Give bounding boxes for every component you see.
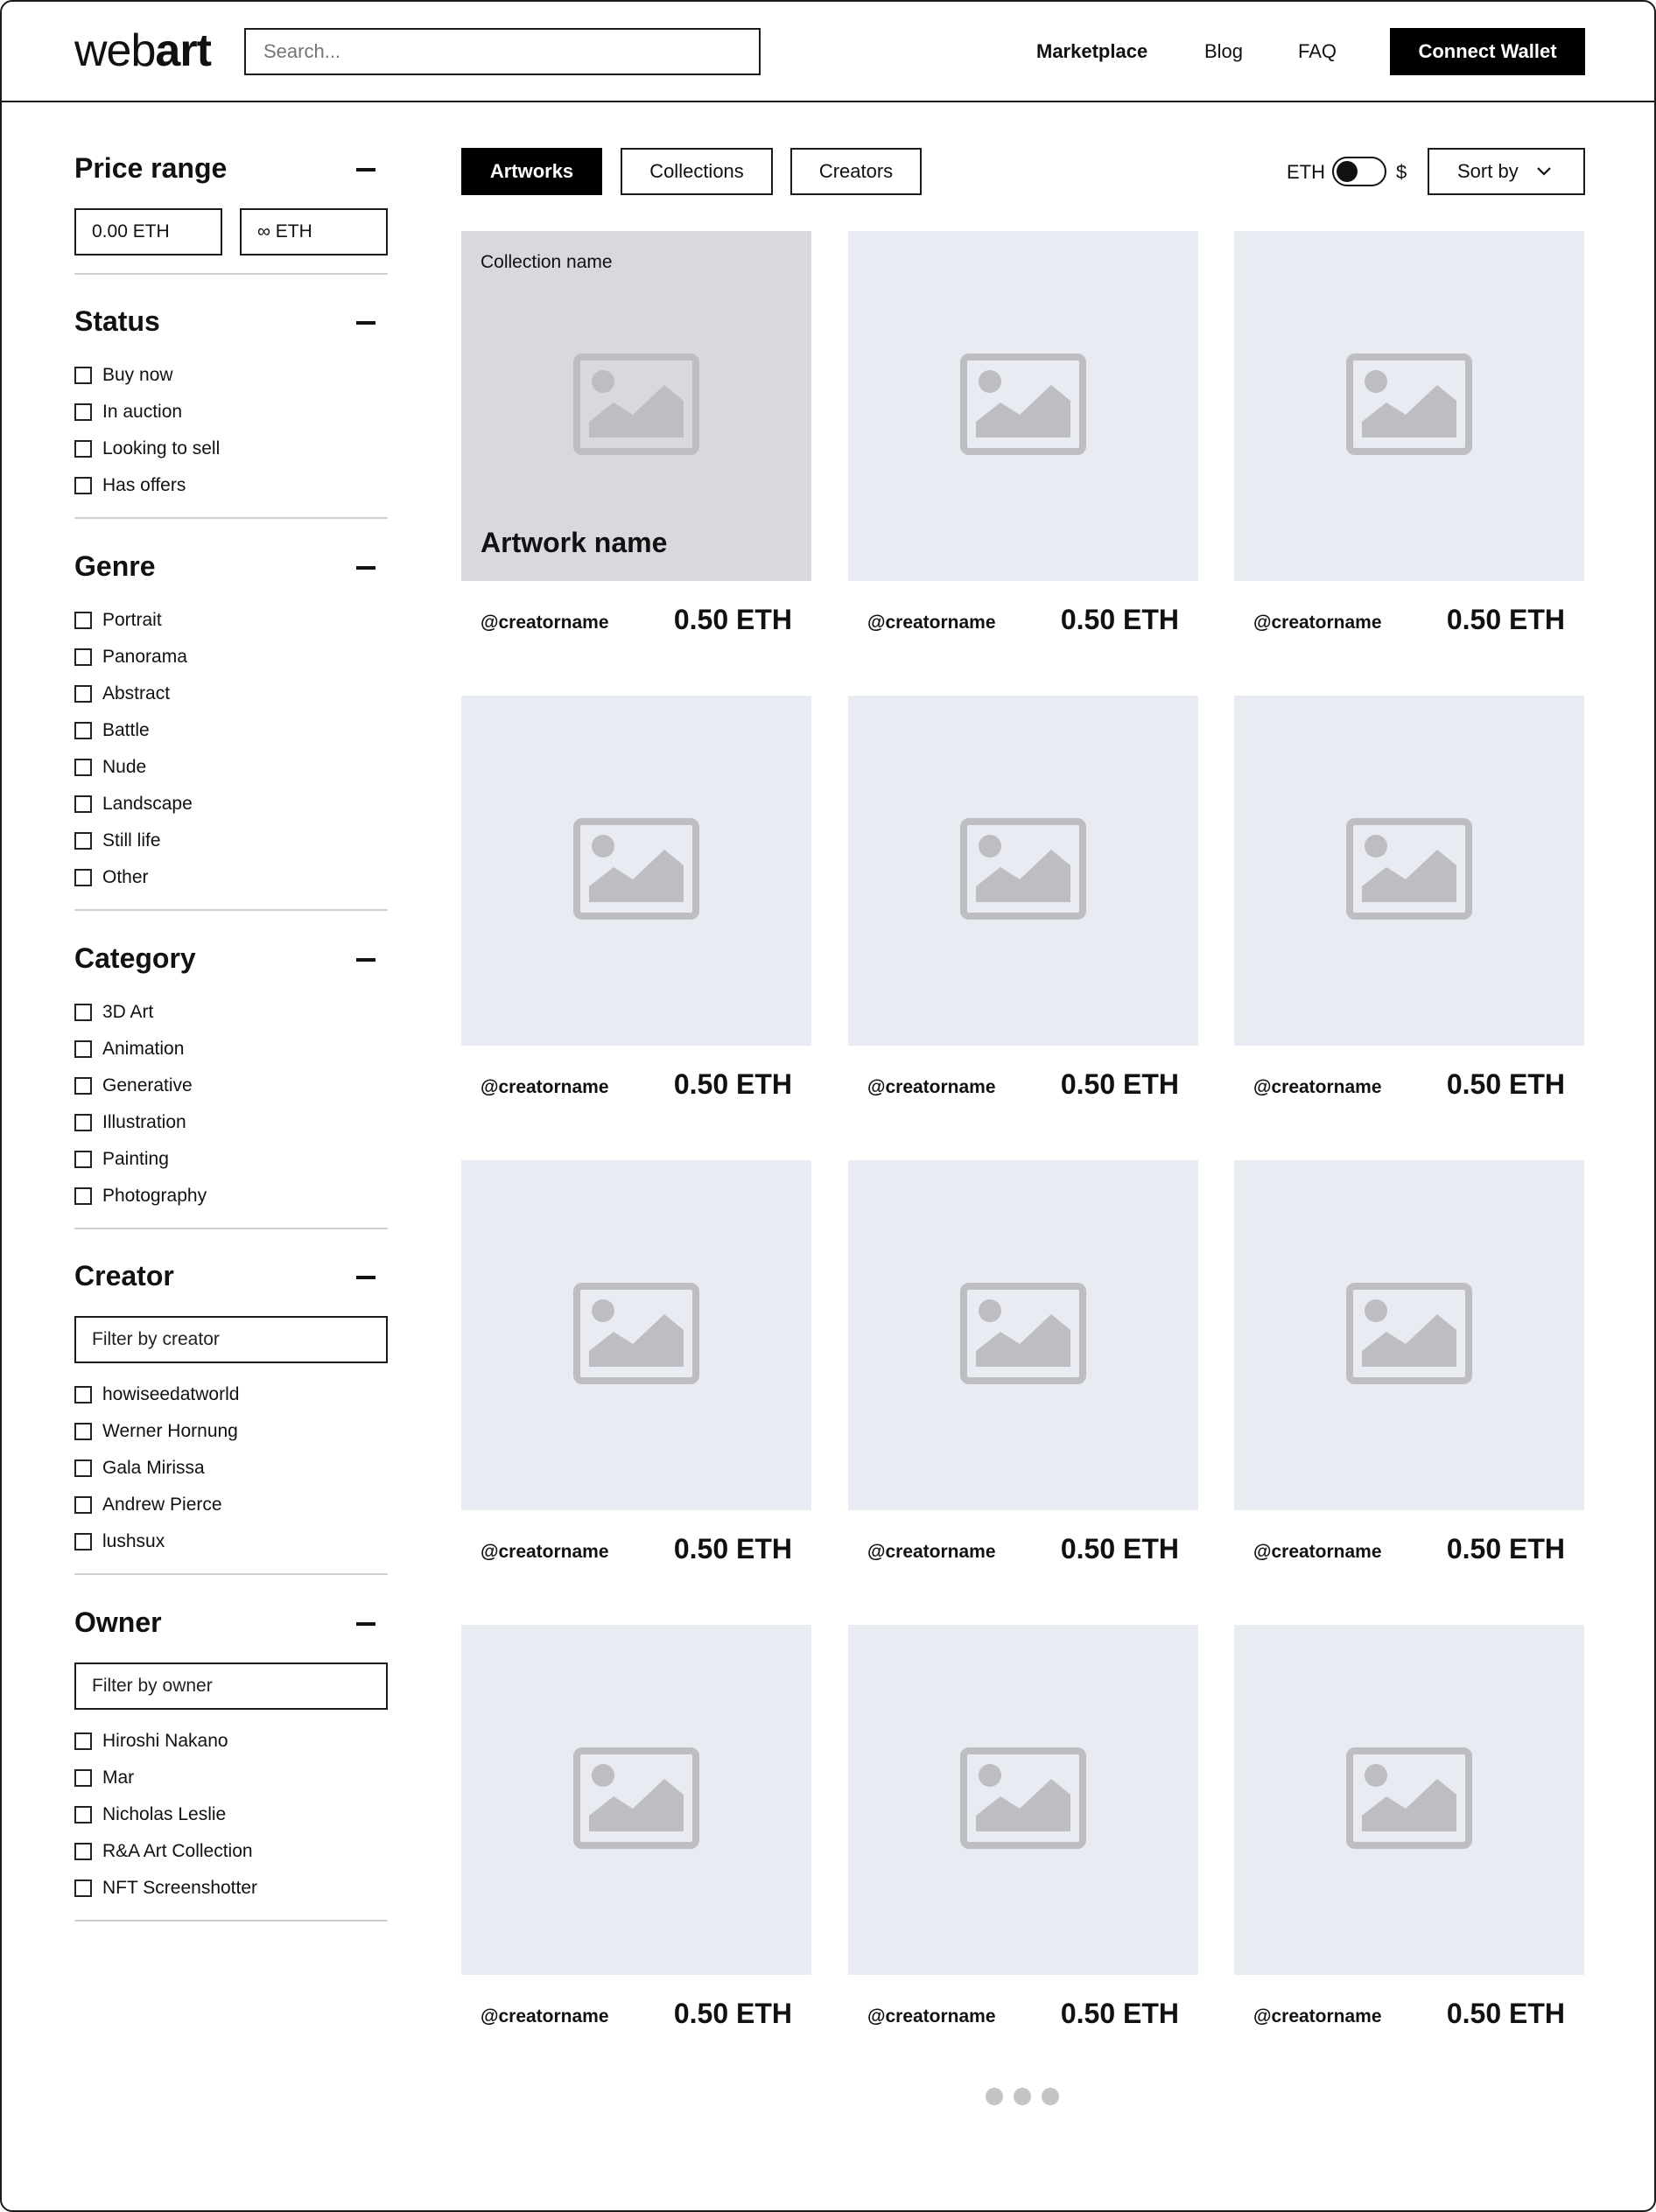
creator-handle[interactable]: @creatorname	[867, 2006, 996, 2026]
status-looking-to-sell[interactable]	[74, 438, 220, 460]
creator-handle[interactable]: @creatorname	[481, 2006, 609, 2026]
artwork-card[interactable]	[461, 1625, 811, 2027]
genre-still-life[interactable]	[74, 830, 161, 852]
checkbox[interactable]	[74, 403, 92, 421]
price-min-input[interactable]: 0.00 ETH	[74, 208, 222, 256]
creator-option[interactable]	[74, 1494, 222, 1516]
checkbox-label: Photography	[102, 1186, 207, 1206]
checkbox-label: Gala Mirissa	[102, 1458, 205, 1478]
genre-battle[interactable]	[74, 719, 150, 742]
checkbox-label: NFT Screenshotter	[102, 1878, 258, 1898]
artwork-price: 0.50 ETH	[673, 1998, 792, 2029]
tab-artworks[interactable]: Artworks	[461, 148, 602, 195]
image-placeholder-icon	[573, 818, 699, 920]
checkbox[interactable]	[74, 1151, 92, 1168]
owner-option[interactable]	[74, 1730, 228, 1753]
status-has-offers[interactable]	[74, 474, 186, 497]
checkbox-label: Looking to sell	[102, 438, 221, 458]
toggle-knob	[1337, 161, 1358, 182]
creator-option[interactable]	[74, 1530, 165, 1553]
collection-name[interactable]: Collection name	[481, 252, 613, 272]
artwork-price: 0.50 ETH	[1060, 1533, 1179, 1564]
artwork-thumbnail[interactable]	[1234, 231, 1584, 581]
genre-collapse-icon[interactable]	[356, 566, 375, 570]
artwork-card[interactable]	[461, 696, 811, 1098]
artwork-thumbnail[interactable]	[1234, 1625, 1584, 1975]
checkbox[interactable]	[74, 869, 92, 886]
checkbox[interactable]	[74, 722, 92, 739]
checkbox[interactable]	[74, 1187, 92, 1205]
checkbox[interactable]	[74, 1114, 92, 1131]
artwork-thumbnail[interactable]	[461, 1625, 811, 1975]
category-photography[interactable]	[74, 1185, 207, 1208]
owner-collapse-icon[interactable]	[356, 1622, 375, 1626]
divider	[74, 1573, 388, 1575]
artwork-card[interactable]	[1234, 696, 1584, 1098]
checkbox[interactable]	[74, 1732, 92, 1750]
checkbox[interactable]	[74, 1004, 92, 1021]
site-logo[interactable]	[74, 24, 211, 77]
chevron-down-icon	[1536, 166, 1552, 177]
checkbox-label: Animation	[102, 1039, 185, 1059]
checkbox[interactable]	[74, 1460, 92, 1477]
checkbox-label: Has offers	[102, 475, 186, 495]
checkbox[interactable]	[74, 1386, 92, 1404]
checkbox[interactable]	[74, 1496, 92, 1514]
checkbox[interactable]	[74, 1040, 92, 1058]
checkbox-label: Nude	[102, 757, 147, 777]
creator-option[interactable]	[74, 1457, 205, 1480]
checkbox[interactable]	[74, 1806, 92, 1824]
checkbox-label: Mar	[102, 1768, 135, 1788]
genre-abstract[interactable]	[74, 682, 170, 705]
checkbox[interactable]	[74, 477, 92, 494]
artwork-thumbnail[interactable]	[848, 1160, 1198, 1510]
checkbox[interactable]	[74, 648, 92, 666]
checkbox-label: Painting	[102, 1149, 169, 1169]
creator-handle[interactable]: @creatorname	[1253, 2006, 1382, 2026]
category-illustration[interactable]	[74, 1111, 186, 1134]
checkbox[interactable]	[74, 1077, 92, 1095]
genre-other[interactable]	[74, 866, 149, 889]
checkbox-label: lushsux	[102, 1531, 165, 1551]
logo-bold: art	[155, 25, 211, 76]
artwork-thumbnail[interactable]	[1234, 1160, 1584, 1510]
creator-handle[interactable]: @creatorname	[481, 1077, 609, 1097]
checkbox-label: Landscape	[102, 794, 193, 814]
creator-handle[interactable]: @creatorname	[481, 1542, 609, 1562]
creator-option[interactable]	[74, 1383, 239, 1406]
checkbox[interactable]	[74, 795, 92, 813]
nav-blog[interactable]: Blog	[1204, 40, 1244, 62]
artwork-thumbnail[interactable]	[461, 696, 811, 1046]
tab-collections[interactable]: Collections	[621, 148, 773, 195]
checkbox[interactable]	[74, 1423, 92, 1440]
genre-landscape[interactable]	[74, 793, 193, 816]
checkbox-label: Panorama	[102, 647, 187, 667]
creator-collapse-icon[interactable]	[356, 1276, 375, 1279]
status-title: Status	[74, 305, 160, 337]
artwork-card[interactable]	[848, 231, 1198, 634]
creator-handle[interactable]: @creatorname	[481, 612, 609, 633]
creator-filter-input[interactable]: Filter by creator	[74, 1316, 388, 1363]
status-in-auction[interactable]	[74, 401, 182, 424]
creator-handle[interactable]: @creatorname	[867, 612, 996, 633]
creator-handle[interactable]: @creatorname	[867, 1542, 996, 1562]
checkbox-label: 3D Art	[102, 1002, 154, 1022]
tab-creators[interactable]: Creators	[790, 148, 922, 195]
pagination-dot	[1014, 2088, 1031, 2105]
creator-title: Creator	[74, 1260, 174, 1292]
image-placeholder-icon	[1346, 818, 1472, 920]
checkbox-label: R&A Art Collection	[102, 1841, 253, 1861]
category-animation[interactable]	[74, 1038, 184, 1060]
owner-option[interactable]	[74, 1877, 257, 1900]
creator-handle[interactable]: @creatorname	[1253, 1542, 1382, 1562]
checkbox-label: Hiroshi Nakano	[102, 1731, 228, 1751]
price-max-input[interactable]: ∞ ETH	[240, 208, 388, 256]
checkbox-label: howiseedatworld	[102, 1384, 240, 1404]
checkbox-label: In auction	[102, 402, 183, 422]
artwork-price: 0.50 ETH	[1446, 1068, 1565, 1100]
checkbox-label: Battle	[102, 720, 150, 740]
checkbox-label: Portrait	[102, 610, 162, 630]
artwork-thumbnail[interactable]	[461, 231, 811, 581]
sort-dropdown[interactable]	[1428, 148, 1585, 195]
checkbox-label: Buy now	[102, 365, 173, 385]
artwork-price: 0.50 ETH	[673, 604, 792, 635]
image-placeholder-icon	[573, 1747, 699, 1849]
checkbox[interactable]	[74, 612, 92, 629]
top-header	[2, 2, 1654, 102]
artwork-card[interactable]	[848, 696, 1198, 1098]
checkbox[interactable]	[74, 367, 92, 384]
pagination-loading	[986, 2088, 1059, 2105]
price-range-title: Price range	[74, 152, 228, 184]
image-placeholder-icon	[1346, 354, 1472, 455]
category-3d-art[interactable]	[74, 1001, 153, 1024]
nav-faq[interactable]: FAQ	[1298, 40, 1337, 62]
category-collapse-icon[interactable]	[356, 958, 375, 962]
checkbox[interactable]	[74, 1880, 92, 1897]
checkbox[interactable]	[74, 832, 92, 850]
artwork-price: 0.50 ETH	[1446, 604, 1565, 635]
genre-nude[interactable]	[74, 756, 146, 779]
artwork-card[interactable]	[1234, 1625, 1584, 2027]
divider	[74, 1228, 388, 1229]
artwork-price: 0.50 ETH	[673, 1533, 792, 1564]
currency-eth-label: ETH	[1287, 161, 1325, 183]
category-generative[interactable]	[74, 1074, 193, 1097]
price-range-collapse-icon[interactable]	[356, 168, 375, 172]
artwork-thumbnail[interactable]	[1234, 696, 1584, 1046]
image-placeholder-icon	[960, 354, 1086, 455]
artwork-card[interactable]	[1234, 231, 1584, 634]
checkbox-label: Andrew Pierce	[102, 1494, 222, 1515]
checkbox[interactable]	[74, 1533, 92, 1550]
owner-title: Owner	[74, 1606, 162, 1638]
artwork-card[interactable]	[848, 1625, 1198, 2027]
image-placeholder-icon	[1346, 1283, 1472, 1384]
image-placeholder-icon	[960, 818, 1086, 920]
checkbox-label: Generative	[102, 1075, 193, 1096]
connect-wallet-button[interactable]: Connect Wallet	[1390, 28, 1585, 75]
creator-handle[interactable]: @creatorname	[867, 1077, 996, 1097]
checkbox[interactable]	[74, 440, 92, 458]
image-placeholder-icon	[573, 354, 699, 455]
logo-light: web	[74, 25, 156, 76]
checkbox-label: Abstract	[102, 683, 171, 704]
status-collapse-icon[interactable]	[356, 321, 375, 325]
artwork-card[interactable]	[461, 231, 811, 634]
image-placeholder-icon	[960, 1747, 1086, 1849]
divider	[74, 273, 388, 275]
checkbox[interactable]	[74, 759, 92, 776]
creator-handle[interactable]: @creatorname	[1253, 1077, 1382, 1097]
artwork-price: 0.50 ETH	[1060, 604, 1179, 635]
owner-filter-input[interactable]: Filter by owner	[74, 1662, 388, 1710]
currency-toggle[interactable]	[1332, 157, 1386, 186]
checkbox-label: Other	[102, 867, 149, 887]
nav-marketplace[interactable]: Marketplace	[1036, 40, 1148, 62]
genre-portrait[interactable]	[74, 609, 162, 632]
artwork-price: 0.50 ETH	[1446, 1533, 1565, 1564]
pagination-dot	[1042, 2088, 1059, 2105]
artwork-thumbnail[interactable]	[848, 231, 1198, 581]
artwork-card[interactable]	[1234, 1160, 1584, 1563]
genre-panorama[interactable]	[74, 646, 187, 668]
checkbox-label: Illustration	[102, 1112, 186, 1132]
search-input[interactable]	[244, 28, 761, 75]
artwork-card[interactable]	[848, 1160, 1198, 1563]
creator-handle[interactable]: @creatorname	[1253, 612, 1382, 633]
status-buy-now[interactable]	[74, 364, 173, 387]
artwork-name[interactable]: Artwork name	[481, 527, 668, 558]
checkbox-label: Nicholas Leslie	[102, 1804, 227, 1824]
artwork-price: 0.50 ETH	[1446, 1998, 1565, 2029]
owner-option[interactable]	[74, 1840, 253, 1863]
genre-title: Genre	[74, 550, 156, 582]
checkbox-label: Werner Hornung	[102, 1421, 238, 1441]
sort-label: Sort by	[1457, 160, 1519, 182]
creator-option[interactable]	[74, 1420, 238, 1443]
pagination-dot	[986, 2088, 1003, 2105]
artwork-price: 0.50 ETH	[673, 1068, 792, 1100]
checkbox[interactable]	[74, 685, 92, 703]
owner-option[interactable]	[74, 1803, 226, 1826]
image-placeholder-icon	[960, 1283, 1086, 1384]
artwork-price: 0.50 ETH	[1060, 1068, 1179, 1100]
divider	[74, 1920, 388, 1922]
category-painting[interactable]	[74, 1148, 169, 1171]
category-title: Category	[74, 942, 196, 974]
divider	[74, 517, 388, 519]
artwork-thumbnail[interactable]	[848, 1625, 1198, 1975]
checkbox[interactable]	[74, 1769, 92, 1787]
image-placeholder-icon	[1346, 1747, 1472, 1849]
image-placeholder-icon	[573, 1283, 699, 1384]
artwork-price: 0.50 ETH	[1060, 1998, 1179, 2029]
artwork-card[interactable]	[461, 1160, 811, 1563]
currency-usd-label: $	[1396, 161, 1407, 183]
divider	[74, 909, 388, 911]
owner-option[interactable]	[74, 1767, 134, 1789]
checkbox[interactable]	[74, 1843, 92, 1860]
artwork-thumbnail[interactable]	[848, 696, 1198, 1046]
artwork-thumbnail[interactable]	[461, 1160, 811, 1510]
checkbox-label: Still life	[102, 830, 161, 850]
